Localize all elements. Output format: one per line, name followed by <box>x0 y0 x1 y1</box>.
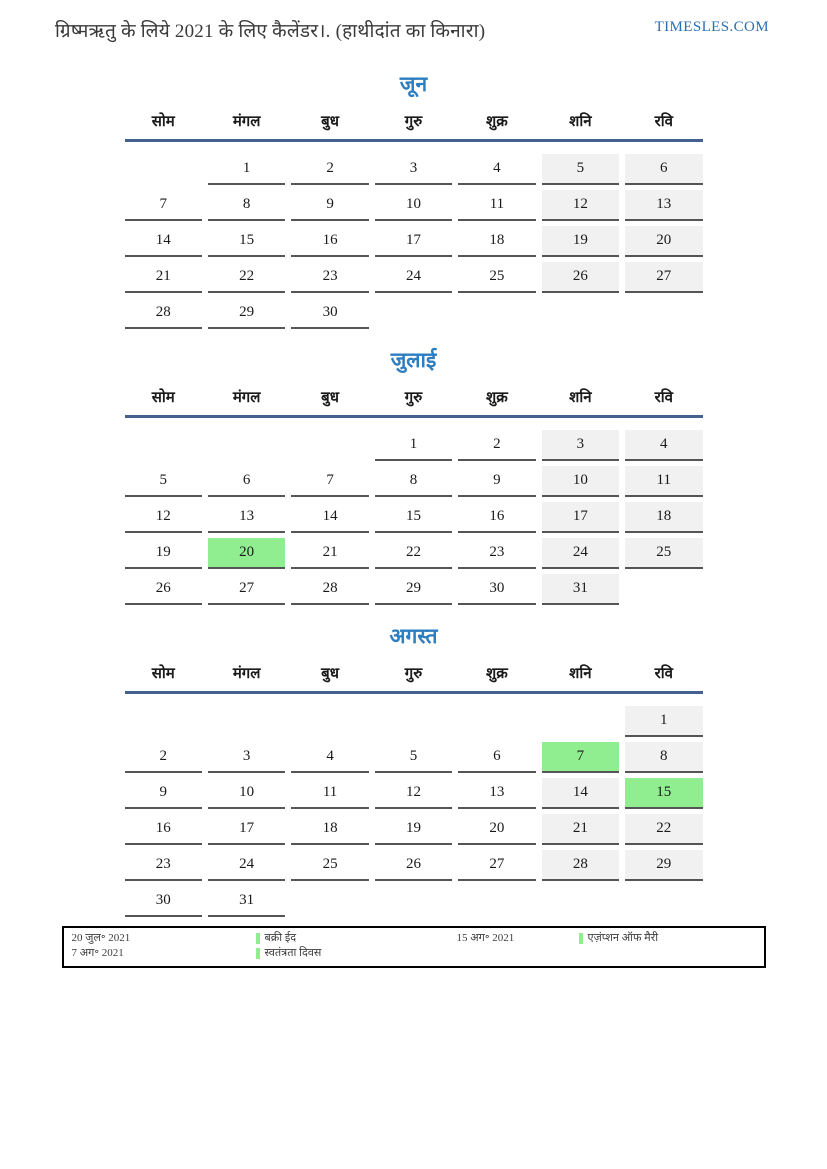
day-cell: 23 <box>291 262 368 293</box>
day-cell: 17 <box>375 226 452 257</box>
day-cell: 10 <box>208 778 285 809</box>
empty-cell <box>542 706 619 737</box>
empty-cell <box>458 886 535 917</box>
month-grid-june <box>125 154 703 329</box>
weekday-label: मंगल <box>232 114 261 130</box>
empty-cell <box>375 298 452 329</box>
day-cell: 21 <box>291 538 368 569</box>
weekday-label: शनि <box>569 390 592 406</box>
day-cell: 7 <box>125 190 202 221</box>
day-cell: 14 <box>125 226 202 257</box>
day-cell: 28 <box>542 850 619 881</box>
legend-spacer <box>449 946 579 961</box>
weekday-label: बुध <box>321 666 339 682</box>
empty-cell <box>291 430 368 461</box>
day-cell: 8 <box>375 466 452 497</box>
day-cell: 9 <box>125 778 202 809</box>
day-cell: 9 <box>458 466 535 497</box>
weekday-label: शुक्र <box>486 666 508 682</box>
holiday-marker-icon <box>256 948 260 959</box>
empty-cell <box>208 430 285 461</box>
weekday-row <box>125 663 703 694</box>
holiday-day-cell: 20 <box>208 538 285 569</box>
day-cell: 1 <box>375 430 452 461</box>
legend-entry <box>256 931 449 946</box>
day-cell: 19 <box>542 226 619 257</box>
weekday-label: सोम <box>151 666 175 682</box>
day-cell: 18 <box>291 814 368 845</box>
holiday-day-cell: 15 <box>625 778 702 809</box>
day-cell: 2 <box>291 154 368 185</box>
day-cell: 12 <box>542 190 619 221</box>
legend-entry <box>579 931 764 946</box>
day-cell: 21 <box>125 262 202 293</box>
day-cell: 21 <box>542 814 619 845</box>
day-cell: 16 <box>291 226 368 257</box>
legend-holiday-name: एज़ंप्शन ऑफ मैरी <box>587 932 659 944</box>
weekday-label: बुध <box>321 114 339 130</box>
weekday-label: शुक्र <box>486 114 508 130</box>
empty-cell <box>125 706 202 737</box>
day-cell: 16 <box>125 814 202 845</box>
day-cell: 26 <box>542 262 619 293</box>
day-cell: 13 <box>458 778 535 809</box>
day-cell: 29 <box>208 298 285 329</box>
empty-cell <box>458 706 535 737</box>
weekday-label: गुरु <box>404 114 423 130</box>
day-cell: 28 <box>291 574 368 605</box>
day-cell: 6 <box>208 466 285 497</box>
weekday-label: शनि <box>569 114 592 130</box>
day-cell: 25 <box>291 850 368 881</box>
month-june <box>125 70 703 329</box>
day-cell: 2 <box>458 430 535 461</box>
day-cell: 24 <box>542 538 619 569</box>
weekday-label: गुरु <box>404 666 423 682</box>
day-cell: 11 <box>291 778 368 809</box>
empty-cell <box>625 298 702 329</box>
empty-cell <box>125 154 202 185</box>
day-cell: 22 <box>625 814 702 845</box>
page-title: ग्रिष्मऋतु के लिये 2021 के लिए कैलेंडर।. (हाथीदांत का किनारा) <box>55 21 486 42</box>
empty-cell <box>542 298 619 329</box>
weekday-label: मंगल <box>232 390 261 406</box>
holiday-marker-icon <box>579 933 583 944</box>
page-header <box>0 0 827 43</box>
empty-cell <box>375 886 452 917</box>
day-cell: 29 <box>375 574 452 605</box>
month-july <box>125 346 703 605</box>
day-cell: 16 <box>458 502 535 533</box>
day-cell: 27 <box>625 262 702 293</box>
day-cell: 1 <box>208 154 285 185</box>
day-cell: 5 <box>125 466 202 497</box>
empty-cell <box>625 574 702 605</box>
day-cell: 27 <box>458 850 535 881</box>
month-title-june: जून <box>399 72 428 96</box>
day-cell: 25 <box>458 262 535 293</box>
day-cell: 11 <box>625 466 702 497</box>
legend-holiday-name: बक्री ईद <box>264 932 297 944</box>
empty-cell <box>542 886 619 917</box>
day-cell: 26 <box>375 850 452 881</box>
legend-entry <box>256 946 449 961</box>
day-cell: 14 <box>291 502 368 533</box>
day-cell: 6 <box>458 742 535 773</box>
legend-date: 15 अग॰ 2021 <box>456 932 515 944</box>
weekday-row <box>125 111 703 142</box>
holiday-legend <box>62 926 766 968</box>
empty-cell <box>291 706 368 737</box>
weekday-label: शनि <box>569 666 592 682</box>
day-cell: 8 <box>208 190 285 221</box>
day-cell: 6 <box>625 154 702 185</box>
day-cell: 31 <box>542 574 619 605</box>
day-cell: 5 <box>542 154 619 185</box>
day-cell: 4 <box>625 430 702 461</box>
day-cell: 4 <box>458 154 535 185</box>
day-cell: 14 <box>542 778 619 809</box>
day-cell: 23 <box>458 538 535 569</box>
day-cell: 30 <box>291 298 368 329</box>
empty-cell <box>291 886 368 917</box>
weekday-label: रवि <box>654 114 673 130</box>
day-cell: 18 <box>625 502 702 533</box>
day-cell: 1 <box>625 706 702 737</box>
day-cell: 20 <box>458 814 535 845</box>
day-cell: 24 <box>375 262 452 293</box>
day-cell: 19 <box>125 538 202 569</box>
calendar-months <box>125 70 703 917</box>
day-cell: 9 <box>291 190 368 221</box>
month-grid-august <box>125 706 703 917</box>
day-cell: 12 <box>125 502 202 533</box>
month-title-august: अगस्त <box>389 624 438 648</box>
day-cell: 10 <box>375 190 452 221</box>
weekday-label: सोम <box>151 114 175 130</box>
holiday-marker-icon <box>256 933 260 944</box>
day-cell: 29 <box>625 850 702 881</box>
weekday-label: गुरु <box>404 390 423 406</box>
legend-spacer <box>579 946 764 961</box>
day-cell: 13 <box>625 190 702 221</box>
day-cell: 18 <box>458 226 535 257</box>
day-cell: 17 <box>208 814 285 845</box>
day-cell: 22 <box>208 262 285 293</box>
legend-date: 7 अग॰ 2021 <box>71 947 124 959</box>
empty-cell <box>375 706 452 737</box>
day-cell: 28 <box>125 298 202 329</box>
day-cell: 7 <box>291 466 368 497</box>
month-grid-july <box>125 430 703 605</box>
weekday-label: बुध <box>321 390 339 406</box>
day-cell: 3 <box>375 154 452 185</box>
weekday-label: रवि <box>654 666 673 682</box>
weekday-label: शुक्र <box>486 390 508 406</box>
weekday-label: सोम <box>151 390 175 406</box>
weekday-row <box>125 387 703 418</box>
weekday-label: रवि <box>654 390 673 406</box>
weekday-label: मंगल <box>232 666 261 682</box>
day-cell: 26 <box>125 574 202 605</box>
day-cell: 17 <box>542 502 619 533</box>
legend-holiday-name: स्वतंत्रता दिवस <box>264 947 322 959</box>
day-cell: 8 <box>625 742 702 773</box>
day-cell: 10 <box>542 466 619 497</box>
site-link[interactable]: TIMESLES.COM <box>654 19 769 35</box>
day-cell: 3 <box>542 430 619 461</box>
day-cell: 19 <box>375 814 452 845</box>
day-cell: 30 <box>125 886 202 917</box>
day-cell: 11 <box>458 190 535 221</box>
day-cell: 25 <box>625 538 702 569</box>
day-cell: 15 <box>375 502 452 533</box>
empty-cell <box>625 886 702 917</box>
day-cell: 20 <box>625 226 702 257</box>
day-cell: 23 <box>125 850 202 881</box>
legend-date: 20 जुल॰ 2021 <box>71 932 131 944</box>
day-cell: 13 <box>208 502 285 533</box>
day-cell: 31 <box>208 886 285 917</box>
holiday-day-cell: 7 <box>542 742 619 773</box>
day-cell: 15 <box>208 226 285 257</box>
day-cell: 3 <box>208 742 285 773</box>
day-cell: 5 <box>375 742 452 773</box>
day-cell: 30 <box>458 574 535 605</box>
day-cell: 2 <box>125 742 202 773</box>
day-cell: 12 <box>375 778 452 809</box>
empty-cell <box>125 430 202 461</box>
day-cell: 22 <box>375 538 452 569</box>
day-cell: 24 <box>208 850 285 881</box>
empty-cell <box>458 298 535 329</box>
day-cell: 27 <box>208 574 285 605</box>
month-august <box>125 622 703 917</box>
empty-cell <box>208 706 285 737</box>
month-title-july: जुलाई <box>390 348 437 372</box>
day-cell: 4 <box>291 742 368 773</box>
